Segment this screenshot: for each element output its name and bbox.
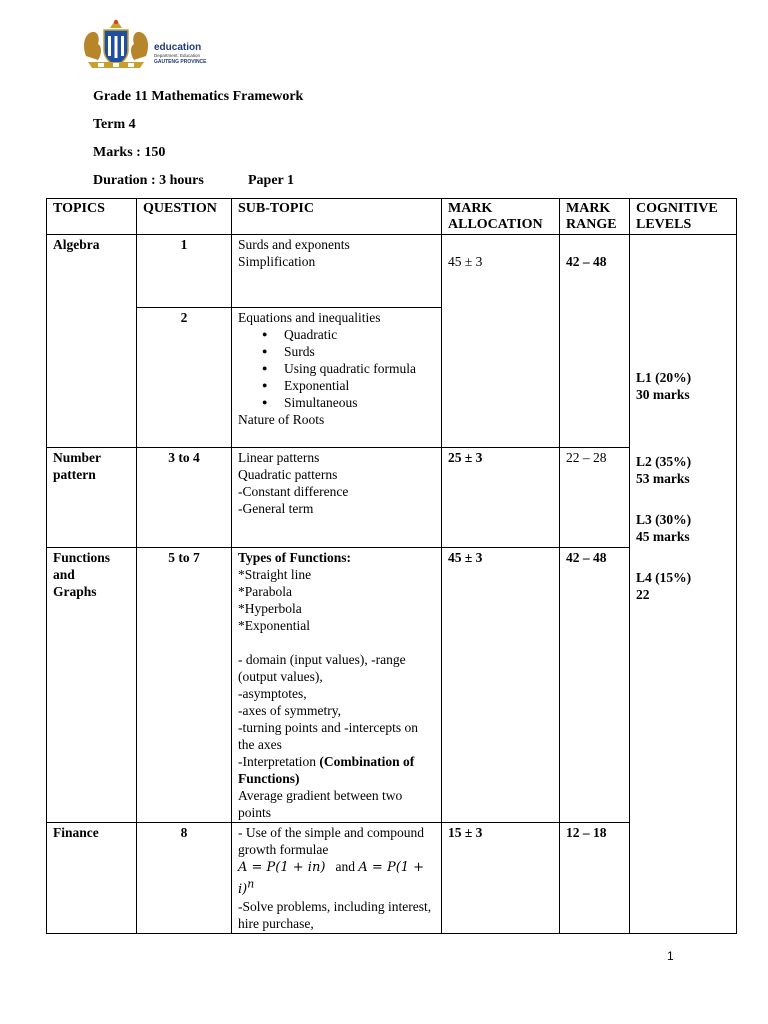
- subtopic-line: Nature of Roots: [238, 412, 325, 427]
- subtopic-line: *Straight line: [238, 567, 312, 582]
- subtopic-line: -General term: [238, 501, 314, 516]
- list-item: ● Exponential: [284, 377, 435, 394]
- cognitive-level-2: L2 (35%): [636, 454, 692, 469]
- subtopic-line: -turning points and -intercepts on the axes: [238, 720, 418, 752]
- subtopic-number-pattern: [232, 448, 442, 548]
- paper-label: Paper 1: [248, 173, 295, 188]
- subtopic-line: -asymptotes,: [238, 686, 307, 701]
- question-3-to-4: 3 to 4: [137, 448, 232, 548]
- list-item: ● Using quadratic formula: [284, 360, 435, 377]
- subtopic-line: - domain (input values), -range (output values),: [238, 652, 406, 684]
- topic-finance: Finance: [47, 823, 137, 934]
- page-number: 1: [667, 949, 674, 963]
- question-1: 1: [137, 235, 232, 308]
- range-finance: 12 – 18: [560, 823, 630, 934]
- formula-line: A = P(1 + in) and $A = P(1 + i)^n$: [238, 859, 425, 898]
- topic-functions-graphs: Functions and Graphs: [47, 548, 137, 823]
- cognitive-marks-1: 30 marks: [636, 387, 690, 402]
- subtopic-line: - Use of the simple and compound growth formulae: [238, 825, 424, 857]
- table-row-algebra-q1: [47, 235, 737, 308]
- bullet-list: [238, 326, 435, 411]
- document-title: Grade 11 Mathematics Framework: [93, 89, 304, 104]
- subtopic-line: *Parabola: [238, 584, 292, 599]
- topic-algebra: Algebra: [47, 235, 137, 448]
- logo-department-text: Department: Education: [154, 53, 201, 58]
- logo-text: [154, 42, 207, 65]
- formula-simple: A = P(1 + in): [238, 860, 326, 875]
- formula-compound: $A = P(1 + i)^n$: [238, 860, 425, 898]
- allocation-number-pattern: 25 ± 3: [442, 448, 560, 548]
- subtopic-line: -axes of symmetry,: [238, 703, 341, 718]
- topic-number-pattern: Number pattern: [47, 448, 137, 548]
- list-item: ● Surds: [284, 343, 435, 360]
- header-topics: TOPICS: [47, 199, 137, 235]
- cognitive-marks-3: 45 marks: [636, 529, 690, 544]
- coat-of-arms-icon: [78, 16, 154, 72]
- list-item: ● Simultaneous: [284, 394, 435, 411]
- cognitive-marks-2: 53 marks: [636, 471, 690, 486]
- subtopic-line: Quadratic patterns: [238, 467, 338, 482]
- header-mark-range: MARK RANGE: [560, 199, 630, 235]
- subtopic-algebra-q1: [232, 235, 442, 308]
- subtopic-line: -Solve problems, including interest, hire purchase,: [238, 899, 432, 932]
- cognitive-level-3: L3 (30%): [636, 512, 692, 527]
- subtopic-line: Linear patterns: [238, 450, 320, 465]
- duration-label: Duration : 3 hours: [93, 173, 204, 188]
- subtopic-line: Simplification: [238, 254, 316, 269]
- logo-main-text: education: [154, 42, 202, 53]
- question-8: 8: [137, 823, 232, 934]
- framework-table: [46, 198, 737, 934]
- cognitive-level-4: L4 (15%): [636, 570, 692, 585]
- range-number-pattern: 22 – 28: [560, 448, 630, 548]
- table-header-row: [47, 199, 737, 235]
- subtopic-line: *Hyperbola: [238, 601, 302, 616]
- range-functions: 42 – 48: [560, 548, 630, 823]
- subtopic-line: -Interpretation (Combination of Functions): [238, 754, 415, 786]
- subtopic-line: Surds and exponents: [238, 237, 350, 252]
- subtopic-line: Equations and inequalities: [238, 310, 381, 325]
- subtopic-finance: [232, 823, 442, 934]
- logo-province-text: GAUTENG PROVINCE: [154, 59, 207, 65]
- range-algebra: 42 – 48: [560, 235, 630, 448]
- header-mark-allocation: MARK ALLOCATION: [442, 199, 560, 235]
- subtopic-line: *Exponential: [238, 618, 310, 633]
- marks-label: Marks : 150: [93, 145, 166, 160]
- list-item: ● Quadratic: [284, 326, 435, 343]
- allocation-functions: 45 ± 3: [442, 548, 560, 823]
- allocation-finance: 15 ± 3: [442, 823, 560, 934]
- header-subtopic: SUB-TOPIC: [232, 199, 442, 235]
- subtopic-heading: Types of Functions:: [238, 550, 352, 565]
- header-question: QUESTION: [137, 199, 232, 235]
- subtopic-functions: [232, 548, 442, 823]
- subtopic-line: Average gradient between two points: [238, 788, 403, 820]
- cognitive-marks-4: 22: [636, 587, 650, 602]
- question-2: 2: [137, 308, 232, 448]
- subtopic-line: -Constant difference: [238, 484, 349, 499]
- term-label: Term 4: [93, 117, 136, 132]
- question-5-to-7: 5 to 7: [137, 548, 232, 823]
- cognitive-levels-cell: [630, 235, 737, 934]
- cognitive-level-1: L1 (20%): [636, 370, 692, 385]
- subtopic-algebra-q2: [232, 308, 442, 448]
- allocation-algebra: 45 ± 3: [442, 235, 560, 448]
- header-cognitive-levels: COGNITIVE LEVELS: [630, 199, 737, 235]
